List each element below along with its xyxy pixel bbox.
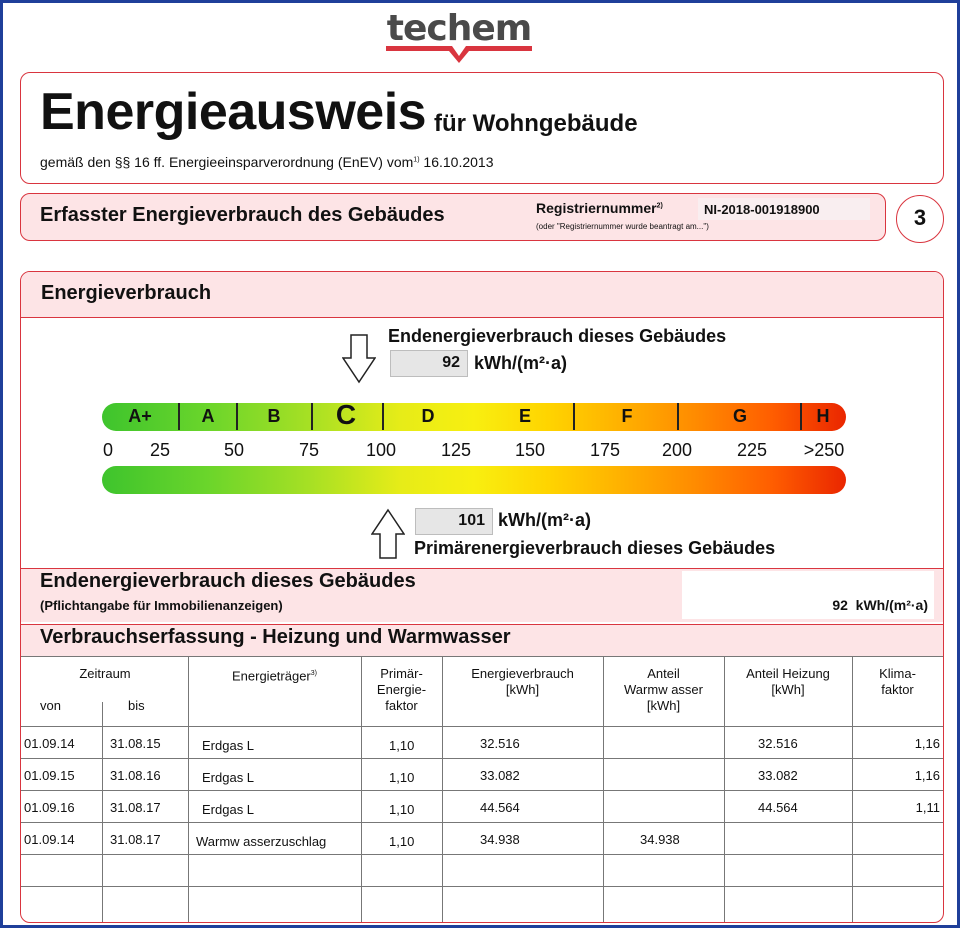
endenergie-unit: kWh/(m²·a) bbox=[474, 353, 567, 373]
cell-klima: 1,16 bbox=[914, 768, 940, 783]
header-energietraeger-text: Energieträger bbox=[231, 668, 311, 684]
regulation-note bbox=[40, 154, 494, 170]
header-energieverbrauch bbox=[442, 666, 603, 698]
registriernummer-value: NI-2018-001918900 bbox=[698, 198, 870, 220]
endenergie-value: 92 bbox=[390, 350, 468, 377]
primaerenergie-unit: kWh/(m²·a) bbox=[498, 510, 591, 530]
header-anteil-warmwasser bbox=[603, 666, 724, 714]
endenergie-row-number: 92 bbox=[832, 597, 848, 613]
cell-bis: 31.08.16 bbox=[110, 768, 161, 783]
scale-divider bbox=[677, 403, 679, 430]
header-zeitraum: Zeitraum bbox=[79, 666, 131, 681]
scale-number: 150 bbox=[514, 440, 546, 460]
registriernummer-footnote: 2) bbox=[656, 202, 663, 210]
header-klima-line1: Klima- bbox=[879, 666, 916, 681]
verbrauch-title: Verbrauchserfassung - Heizung und Warmwasser bbox=[40, 626, 511, 648]
note-footnote: 1) bbox=[413, 156, 420, 164]
erfasster-title: Erfasster Energieverbrauch des Gebäudes bbox=[40, 204, 445, 226]
class-label-h: H bbox=[816, 406, 830, 426]
table-line bbox=[21, 854, 943, 855]
cell-faktor: 1,10 bbox=[389, 770, 415, 785]
header-klima-line2: faktor bbox=[881, 682, 914, 697]
primaerenergie-label: Primärenergieverbrauch dieses Gebäudes bbox=[414, 538, 776, 558]
header-warm-line2: Warmw asser bbox=[624, 682, 703, 697]
endenergie-label: Endenergieverbrauch dieses Gebäudes bbox=[388, 326, 727, 346]
cell-traeger: Erdgas L bbox=[202, 802, 255, 817]
table-line bbox=[21, 822, 943, 823]
section-title: Energieverbrauch bbox=[41, 282, 212, 304]
table-line bbox=[21, 886, 943, 887]
cell-bis: 31.08.17 bbox=[110, 800, 161, 815]
scale-number: 50 bbox=[223, 440, 245, 460]
page-subtitle: für Wohngebäude bbox=[434, 110, 638, 137]
header-primaer-line3: faktor bbox=[385, 698, 418, 713]
table-line bbox=[21, 758, 943, 759]
class-label-b: B bbox=[267, 406, 281, 426]
scale-number: 125 bbox=[440, 440, 472, 460]
cell-klima: 1,11 bbox=[915, 800, 940, 815]
cell-faktor: 1,10 bbox=[389, 738, 415, 753]
cell-heizung: 44.564 bbox=[758, 800, 798, 815]
cell-faktor: 1,10 bbox=[389, 802, 415, 817]
class-label-c-highlighted: C bbox=[335, 399, 357, 430]
cell-traeger: Warmw asserzuschlag bbox=[196, 834, 327, 849]
header-verbrauch-line1: Energieverbrauch bbox=[471, 666, 574, 681]
scale-divider bbox=[236, 403, 238, 430]
cell-von: 01.09.14 bbox=[24, 736, 75, 751]
table-line bbox=[21, 726, 943, 727]
scale-number: 25 bbox=[149, 440, 171, 460]
scale-divider bbox=[382, 403, 384, 430]
primaerenergie-up-arrow-icon bbox=[371, 508, 405, 560]
header-energietraeger-footnote: 3) bbox=[310, 670, 317, 677]
class-label-g: G bbox=[732, 406, 748, 426]
logo-text: techem bbox=[386, 8, 532, 49]
page-title: Energieausweis bbox=[40, 83, 427, 141]
scale-number: 225 bbox=[736, 440, 768, 460]
header-primaer-line1: Primär- bbox=[380, 666, 423, 681]
scale-divider bbox=[800, 403, 802, 430]
registriernummer-text: Registriernummer bbox=[536, 200, 657, 216]
cell-verbrauch: 32.516 bbox=[480, 736, 520, 751]
header-klimafaktor bbox=[852, 666, 943, 698]
cell-warmwasser: 34.938 bbox=[640, 832, 680, 847]
cell-verbrauch: 44.564 bbox=[480, 800, 520, 815]
logo-swoosh-icon bbox=[386, 44, 532, 64]
cell-faktor: 1,10 bbox=[389, 834, 415, 849]
endenergie-row-value bbox=[760, 597, 928, 613]
energy-scale-bar-bottom bbox=[102, 466, 846, 494]
endenergie-row-unit: kWh/(m²·a) bbox=[855, 597, 928, 613]
cell-verbrauch: 34.938 bbox=[480, 832, 520, 847]
scale-divider bbox=[573, 403, 575, 430]
endenergie-row-title: Endenergieverbrauch dieses Gebäudes bbox=[40, 570, 416, 592]
scale-number: 175 bbox=[589, 440, 621, 460]
cell-heizung: 33.082 bbox=[758, 768, 798, 783]
scale-divider bbox=[178, 403, 180, 430]
header-anteil-heizung bbox=[724, 666, 852, 698]
scale-number: 200 bbox=[661, 440, 693, 460]
note-prefix: gemäß den §§ 16 ff. Energieeinsparverordnung (EnEV) vom bbox=[40, 154, 414, 170]
cell-heizung: 32.516 bbox=[758, 736, 798, 751]
header-primaer-line2: Energie- bbox=[376, 682, 427, 697]
techem-logo bbox=[384, 8, 534, 62]
scale-number: >250 bbox=[803, 440, 845, 460]
endenergie-row-subtitle: (Pflichtangabe für Immobilienanzeigen) bbox=[40, 598, 283, 613]
endenergie-down-arrow-icon bbox=[342, 334, 376, 384]
header-warm-line1: Anteil bbox=[647, 666, 680, 681]
header-von: von bbox=[40, 698, 61, 713]
table-line bbox=[21, 656, 943, 657]
scale-number: 0 bbox=[102, 440, 114, 460]
cell-von: 01.09.15 bbox=[24, 768, 75, 783]
class-label-a-plus: A+ bbox=[128, 406, 152, 426]
page-number-badge: 3 bbox=[896, 195, 944, 243]
cell-bis: 31.08.17 bbox=[110, 832, 161, 847]
header-heizung-line1: Anteil Heizung bbox=[746, 666, 830, 681]
cell-traeger: Erdgas L bbox=[202, 770, 255, 785]
section-header bbox=[21, 272, 943, 318]
cell-von: 01.09.16 bbox=[24, 800, 75, 815]
header-verbrauch-line2: [kWh] bbox=[505, 682, 540, 697]
cell-bis: 31.08.15 bbox=[110, 736, 161, 751]
registriernummer-label bbox=[536, 200, 663, 216]
header-bis: bis bbox=[128, 698, 145, 713]
class-label-d: D bbox=[421, 406, 435, 426]
cell-traeger: Erdgas L bbox=[202, 738, 255, 753]
class-label-f: F bbox=[621, 406, 633, 426]
header-primaerfaktor bbox=[361, 666, 442, 714]
registriernummer-hint: (oder "Registriernummer wurde beantragt am...") bbox=[536, 222, 709, 231]
cell-klima: 1,16 bbox=[914, 736, 940, 751]
header-warm-line3: [kWh] bbox=[646, 698, 681, 713]
header-energietraeger bbox=[188, 666, 361, 684]
table-line bbox=[188, 656, 189, 922]
table-line bbox=[102, 702, 103, 922]
scale-divider bbox=[311, 403, 313, 430]
class-label-e: E bbox=[518, 406, 532, 426]
cell-von: 01.09.14 bbox=[24, 832, 75, 847]
scale-number: 75 bbox=[298, 440, 320, 460]
header-heizung-line2: [kWh] bbox=[771, 682, 805, 697]
class-label-a: A bbox=[201, 406, 215, 426]
primaerenergie-value: 101 bbox=[415, 508, 493, 535]
scale-number: 100 bbox=[365, 440, 397, 460]
cell-verbrauch: 33.082 bbox=[480, 768, 520, 783]
table-line bbox=[21, 790, 943, 791]
note-date: 16.10.2013 bbox=[423, 154, 494, 170]
